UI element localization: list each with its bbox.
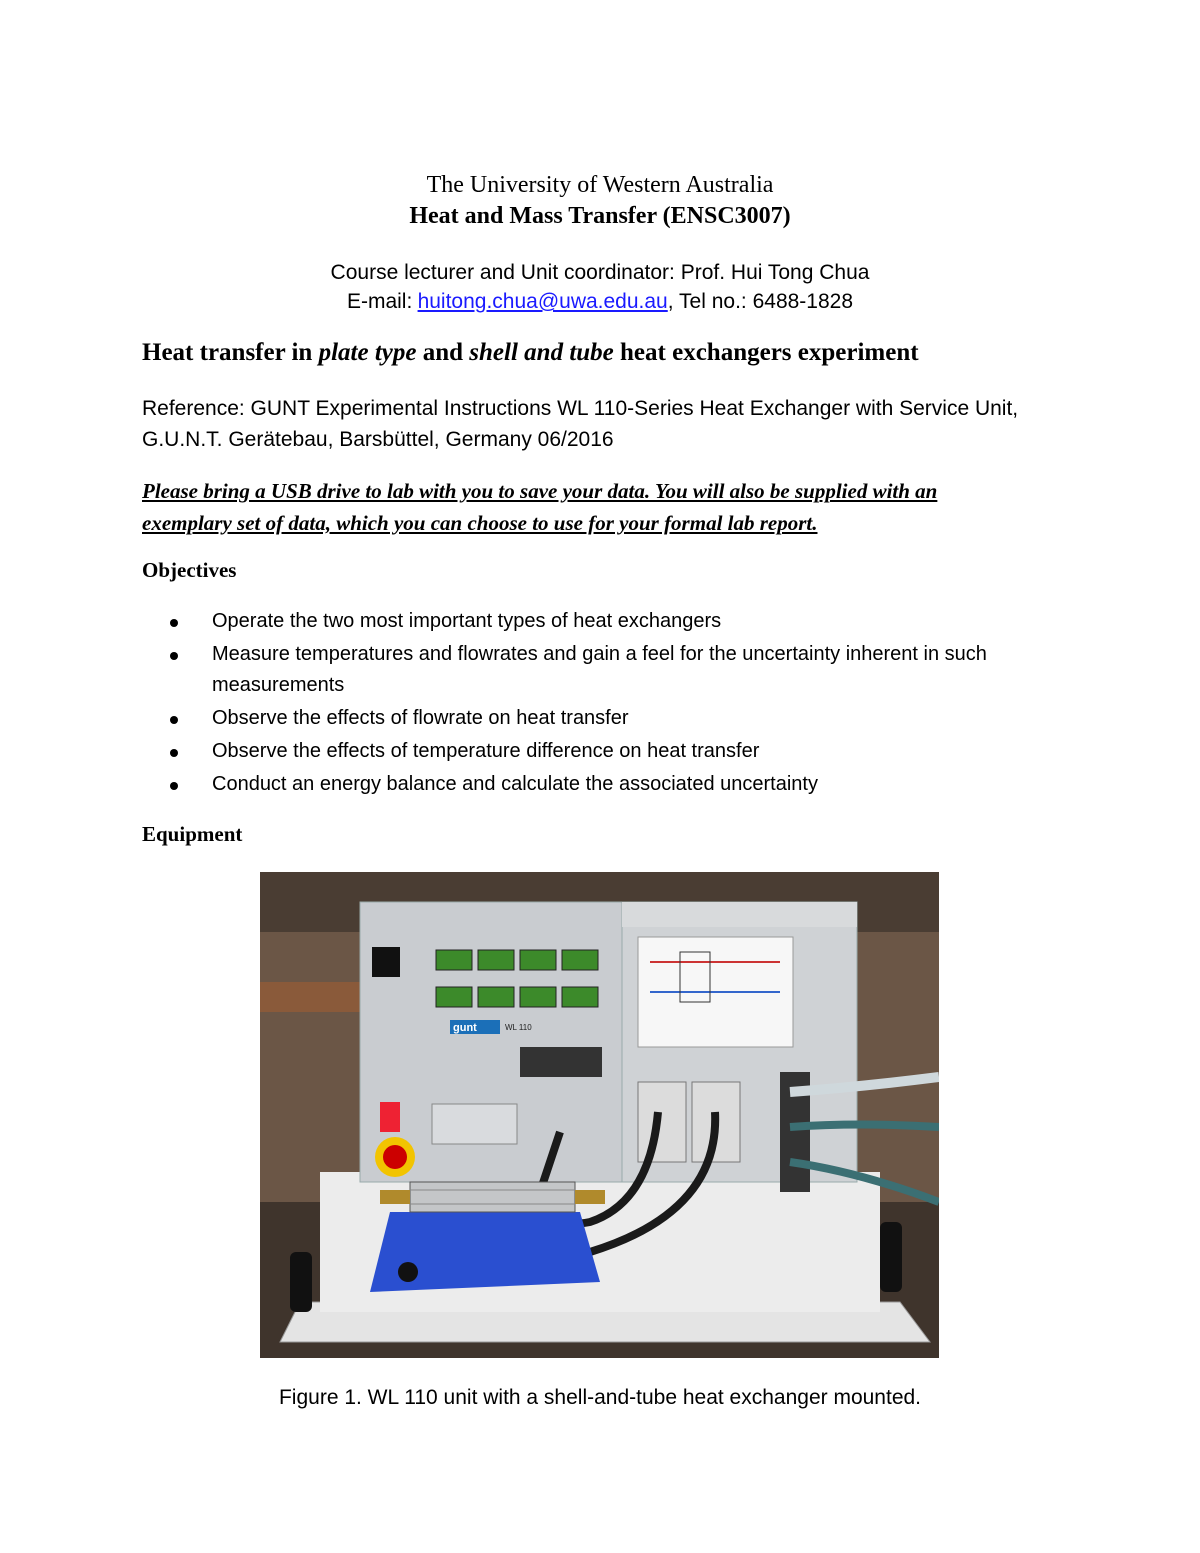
- objectives-heading: Objectives: [142, 558, 237, 582]
- lecturer-text: Course lecturer and Unit coordinator: Prof. Hui Tong Chua: [330, 261, 870, 284]
- unit-title: Heat and Mass Transfer (ENSC3007): [409, 203, 791, 229]
- contact-line: [0, 287, 1200, 316]
- list-item: Operate the two most important types of heat exchangers: [170, 606, 1092, 637]
- email-label: E-mail:: [346, 290, 413, 313]
- page-title: [142, 336, 919, 370]
- equipment-photo: [260, 872, 939, 1358]
- reference: [142, 393, 1072, 455]
- list-item: Measure temperatures and flowrates and gain a feel for the uncertainty inherent in such measurements: [170, 639, 1092, 701]
- bullet-icon: [170, 619, 178, 627]
- list-item: Observe the effects of flowrate on heat transfer: [170, 703, 1092, 734]
- bullet-icon: [170, 749, 178, 757]
- reference-line-2: G.U.N.T. Gerätebau, Barsbüttel, Germany 06/2016: [142, 428, 614, 451]
- title-part-2: plate type: [318, 339, 417, 366]
- tel-text: , Tel no.: 6488-1828: [667, 290, 854, 313]
- note-line-1: Please bring a USB drive to lab with you to save your data. You will also be supplied with an: [142, 479, 938, 503]
- bullet-icon: [170, 782, 178, 790]
- title-part-3: and: [416, 339, 470, 366]
- email-link[interactable]: huitong.chua@uwa.edu.au: [417, 290, 668, 313]
- figure-caption: Figure 1. WL 110 unit with a shell-and-tube heat exchanger mounted.: [278, 1386, 922, 1409]
- title-part-4: shell and tube: [469, 339, 614, 366]
- list-item: Observe the effects of temperature difference on heat transfer: [170, 736, 1092, 767]
- title-part-1: Heat transfer in: [142, 339, 319, 366]
- model-label: WL 110: [505, 1023, 532, 1032]
- university-name: The University of Western Australia: [426, 172, 774, 198]
- list-item: Conduct an energy balance and calculate the associated uncertainty: [170, 769, 1092, 800]
- usb-note: [142, 475, 937, 539]
- bullet-icon: [170, 652, 178, 660]
- note-line-2: exemplary set of data, which you can choose to use for your formal lab report.: [142, 511, 818, 535]
- equipment-heading: Equipment: [142, 822, 243, 846]
- bullet-icon: [170, 716, 178, 724]
- reference-line-1: Reference: GUNT Experimental Instructions WL 110-Series Heat Exchanger with Service Unit,: [142, 397, 1019, 420]
- objectives-list: [170, 606, 1092, 802]
- brand-label: gunt: [453, 1022, 477, 1034]
- title-part-5: heat exchangers experiment: [613, 339, 919, 366]
- lecturer-line: [0, 258, 1200, 287]
